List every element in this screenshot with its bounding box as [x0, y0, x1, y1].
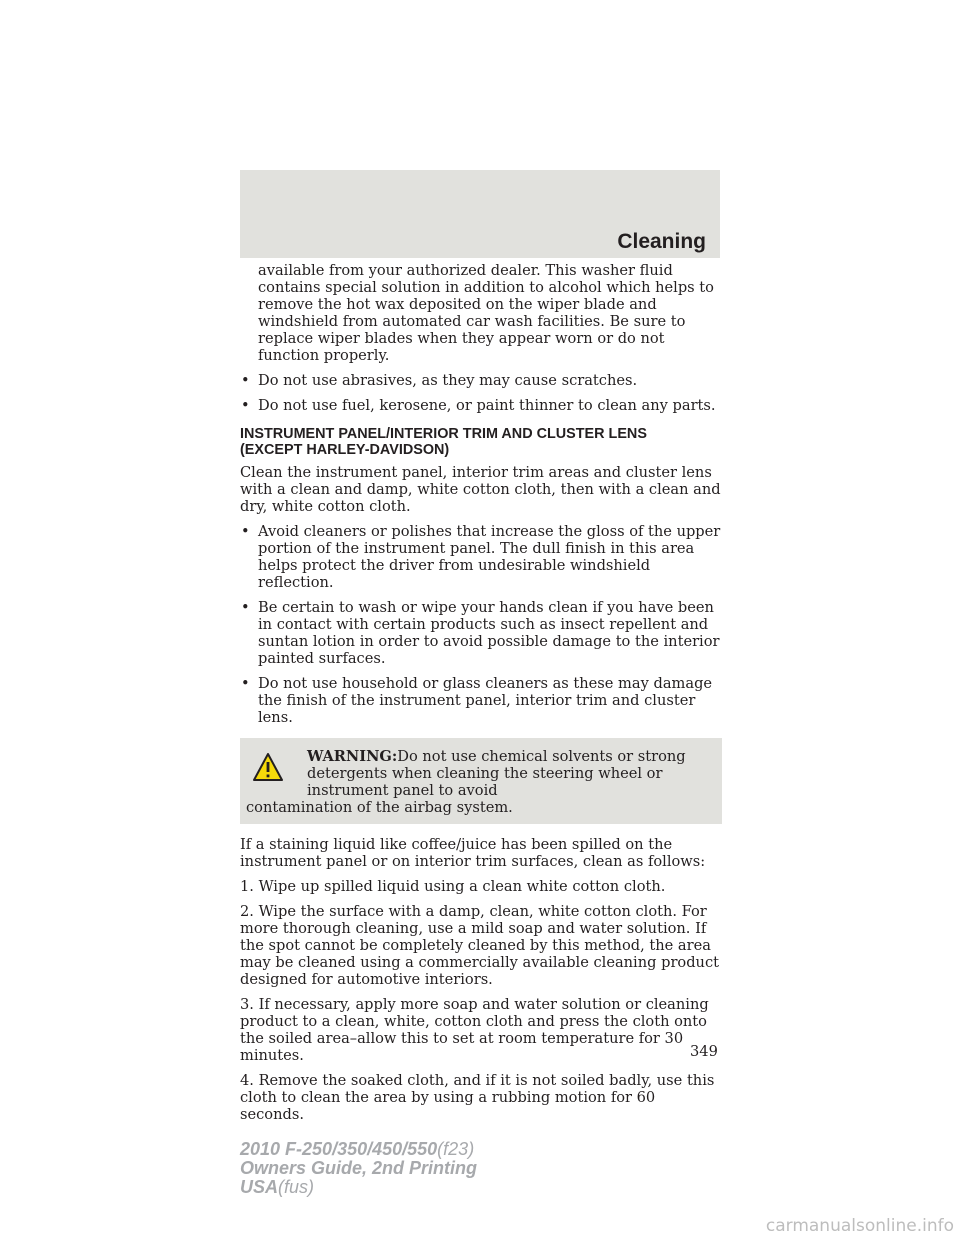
- warning-text-line1: Do not use chemical solvents or strong detergents when cleaning the steering wheel or instrument panel to avoid: [307, 748, 686, 799]
- footer-region: USA: [240, 1177, 279, 1197]
- section-heading: [240, 426, 722, 458]
- warning-label: WARNING:: [307, 748, 398, 765]
- footer-model: 2010 F-250/350/450/550: [240, 1139, 438, 1159]
- section-heading-line: INSTRUMENT PANEL/INTERIOR TRIM AND CLUSTER LENS: [240, 426, 647, 442]
- bullet-icon: •: [241, 599, 250, 616]
- bullet-text: Avoid cleaners or polishes that increase the gloss of the upper portion of the instrument panel. The dull finish in this area helps protect the driver from undesirable windshield reflection.: [258, 523, 721, 591]
- warning-triangle-icon: [252, 752, 284, 782]
- bullet-text: Do not use household or glass cleaners as these may damage the finish of the instrument panel, interior trim and cluster lens.: [258, 675, 713, 726]
- warning-box: [240, 738, 722, 824]
- bullet-icon: •: [241, 397, 250, 414]
- section-heading-line: (EXCEPT HARLEY-DAVIDSON): [240, 442, 450, 458]
- section-title: Cleaning: [617, 230, 706, 253]
- step-item: 2. Wipe the surface with a damp, clean, white cotton cloth. For more thorough cleaning, use a mild soap and water solution. If the spot cannot be completely cleaned by this method, the area may be cleaned using a commercially available cleaning product designed for automotive interiors.: [240, 903, 719, 988]
- bullet-text: Do not use fuel, kerosene, or paint thinner to clean any parts.: [258, 397, 716, 414]
- footer-region-line: [240, 1178, 477, 1197]
- bullet-text: Do not use abrasives, as they may cause scratches.: [258, 372, 638, 389]
- list-item: [240, 397, 722, 414]
- step-item: 4. Remove the soaked cloth, and if it is not soiled badly, use this cloth to clean the area by using a rubbing motion for 60 seconds.: [240, 1072, 715, 1123]
- section-header-band: [240, 170, 720, 258]
- page-content: [240, 262, 722, 1131]
- list-item: [240, 675, 722, 726]
- list-item: [240, 599, 722, 667]
- watermark: carmanualsonline.info: [765, 1216, 954, 1236]
- footer: [240, 1140, 477, 1197]
- step-item: 1. Wipe up spilled liquid using a clean white cotton cloth.: [240, 878, 666, 895]
- list-item: [240, 372, 722, 389]
- step-item: 3. If necessary, apply more soap and water solution or cleaning product to a clean, white, cotton cloth and press the cloth onto the soiled area–allow this to set at room temperature for 30 minutes.: [240, 996, 709, 1064]
- intro-paragraph: available from your authorized dealer. This washer fluid contains special solution in addition to alcohol which helps to remove the hot wax deposited on the wiper blade and windshield from automated car wash facilities. Be sure to replace wiper blades when they appear worn or do not function properly.: [258, 262, 714, 364]
- bullet-icon: •: [241, 523, 250, 540]
- footer-model-line: [240, 1140, 477, 1159]
- footer-guide: Owners Guide, 2nd Printing: [240, 1158, 478, 1178]
- section-intro-paragraph: Clean the instrument panel, interior trim areas and cluster lens with a clean and damp, white cotton cloth, then with a clean and dry, white cotton cloth.: [240, 464, 721, 515]
- bullet-text: Be certain to wash or wipe your hands clean if you have been in contact with certain products such as insect repellent and suntan lotion in order to avoid possible damage to the interior painted surfaces.: [258, 599, 720, 667]
- bullet-icon: •: [241, 372, 250, 389]
- footer-model-code: (f23): [437, 1139, 475, 1159]
- warning-text-line2: contamination of the airbag system.: [246, 799, 513, 816]
- page-number: 349: [690, 1043, 718, 1060]
- bullet-icon: •: [241, 675, 250, 692]
- spill-intro-paragraph: If a staining liquid like coffee/juice has been spilled on the instrument panel or on interior trim surfaces, clean as follows:: [240, 836, 706, 870]
- footer-region-code: (fus): [278, 1177, 315, 1197]
- list-item: [240, 523, 722, 591]
- warning-text: [240, 748, 712, 799]
